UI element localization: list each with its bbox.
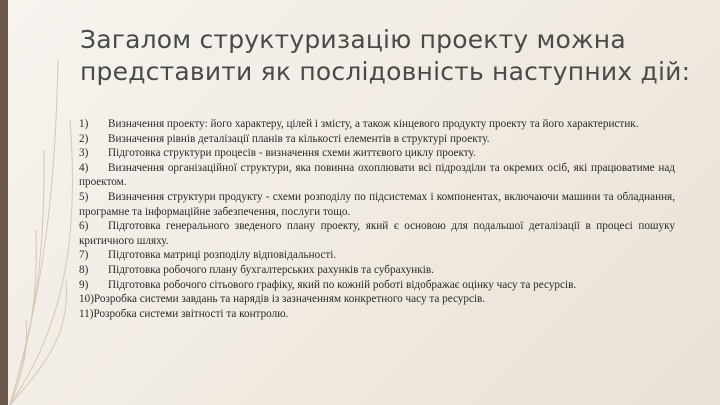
list-item [79, 263, 675, 278]
steps-list [79, 117, 675, 321]
item-text: Розробка системи звітності та контролю. [93, 307, 289, 320]
item-text: Визначення організаційної структури, яка повинна охоплювати всі підрозділи та окремих осіб, які працюватиме над проектом. [79, 161, 675, 189]
list-item [79, 161, 675, 190]
list-item [79, 132, 675, 147]
item-text: Визначення структури продукту - схеми розподілу по підсистемах і компонентах, включаючи машини та обладнання, програмне та інформаційне забезпечення, послуги тощо. [79, 190, 675, 218]
item-number: 5) [79, 190, 89, 203]
list-item [79, 219, 675, 248]
item-text: Підготовка робочого сітьового графіку, який по кожній роботі відображає оцінку часу та ресурсів. [108, 278, 577, 291]
item-number: 10) [79, 293, 94, 306]
item-number: 7) [79, 249, 89, 262]
list-item [79, 292, 675, 307]
item-text: Підготовка робочого плану бухгалтерських рахунків та субрахунків. [108, 263, 434, 276]
item-number: 9) [79, 278, 89, 291]
item-number: 2) [79, 132, 89, 145]
item-number: 11) [79, 307, 94, 320]
item-number: 6) [79, 220, 89, 233]
list-item [79, 146, 675, 161]
title-line-2: представити як послідовність наступних дій: [80, 57, 691, 86]
item-number: 1) [79, 118, 89, 130]
slide-title [80, 24, 700, 88]
item-text: Підготовка генерального зведеного плану проекту, який є основою для подальшої деталізації в процесі пошуку критичного шляху. [79, 220, 675, 247]
list-item [79, 117, 675, 132]
item-text: Визначення рівнів деталізації планів та кількості елементів в структурі проекту. [108, 132, 490, 145]
item-text: Підготовка структури процесів - визначення схеми життєвого циклу проекту. [108, 147, 476, 160]
title-line-1: Загалом структуризацію проекту можна [80, 25, 626, 54]
list-item [79, 278, 675, 293]
item-number: 8) [79, 263, 89, 276]
list-item [79, 190, 675, 219]
item-text: Розробка системи завдань та нарядів із зазначенням конкретного часу та ресурсів. [93, 293, 486, 306]
list-item [79, 307, 675, 322]
list-item [79, 248, 675, 263]
item-number: 3) [79, 147, 89, 160]
item-text: Визначення проекту: його характеру, цілей і змісту, а також кінцевого продукту проекту та його характеристик. [108, 118, 639, 130]
item-text: Підготовка матриці розподілу відповідальності. [108, 249, 337, 262]
item-number: 4) [79, 161, 89, 174]
